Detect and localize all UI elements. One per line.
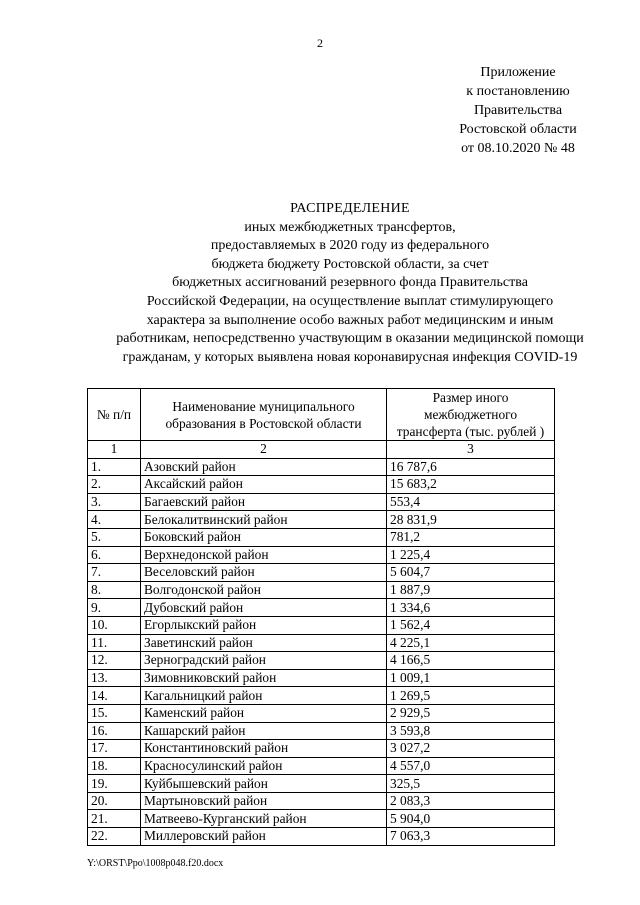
table-row (88, 687, 555, 705)
row-number: 10. (88, 616, 141, 634)
row-number: 13. (88, 669, 141, 687)
table-header-row (88, 389, 555, 441)
title-line: иных межбюджетных трансфертов, (244, 219, 456, 235)
title-line: предоставляемых в 2020 году из федерального (210, 238, 490, 254)
row-municipality: Веселовский район (141, 564, 387, 582)
row-municipality: Верхнедонской район (141, 546, 387, 564)
header-amount: Размер иного межбюджетного трансферта (тыс. рублей ) (387, 389, 555, 441)
row-number: 18. (88, 757, 141, 775)
table-row (88, 581, 555, 599)
row-amount: 28 831,9 (387, 511, 555, 529)
index-cell: 2 (141, 441, 387, 459)
appendix-line: Приложение (480, 65, 556, 80)
row-number: 4. (88, 511, 141, 529)
row-number: 11. (88, 634, 141, 652)
row-number: 8. (88, 581, 141, 599)
row-number: 16. (88, 722, 141, 740)
row-number: 21. (88, 810, 141, 828)
header-number: № п/п (88, 389, 141, 441)
table-row (88, 546, 555, 564)
row-number: 20. (88, 792, 141, 810)
row-number: 14. (88, 687, 141, 705)
title-line: бюджетных ассигнований резервного фонда Правительства (172, 275, 528, 291)
row-amount: 4 166,5 (387, 652, 555, 670)
row-amount: 781,2 (387, 528, 555, 546)
file-path-footer: Y:\ORST\Ppo\1008p048.f20.docx (87, 858, 224, 869)
row-amount: 553,4 (387, 493, 555, 511)
distribution-table (87, 388, 555, 846)
appendix-block (438, 63, 598, 158)
row-number: 15. (88, 704, 141, 722)
row-amount: 3 593,8 (387, 722, 555, 740)
title-line: характера за выполнение особо важных работ медицинским и иным (146, 312, 554, 328)
document-title (70, 200, 630, 367)
row-amount: 15 683,2 (387, 476, 555, 494)
table-row (88, 810, 555, 828)
row-amount: 4 557,0 (387, 757, 555, 775)
row-amount: 2 929,5 (387, 704, 555, 722)
row-municipality: Матвеево-Курганский район (141, 810, 387, 828)
appendix-line: к постановлению (466, 84, 570, 99)
appendix-line: от 08.10.2020 № 48 (461, 141, 575, 156)
table-row (88, 528, 555, 546)
table-row (88, 493, 555, 511)
row-municipality: Мартыновский район (141, 792, 387, 810)
title-line: гражданам, у которых выявлена новая коронавирусная инфекция COVID-19 (122, 349, 578, 365)
row-municipality: Миллеровский район (141, 828, 387, 846)
row-number: 2. (88, 476, 141, 494)
row-municipality: Багаевский район (141, 493, 387, 511)
title-main: РАСПРЕДЕЛЕНИЕ (290, 201, 410, 216)
row-number: 6. (88, 546, 141, 564)
table-row (88, 564, 555, 582)
index-cell: 1 (88, 441, 141, 459)
table-row (88, 704, 555, 722)
row-amount: 16 787,6 (387, 458, 555, 476)
table-row (88, 599, 555, 617)
table-row (88, 634, 555, 652)
row-amount: 4 225,1 (387, 634, 555, 652)
table-row (88, 757, 555, 775)
row-amount: 2 083,3 (387, 792, 555, 810)
row-number: 5. (88, 528, 141, 546)
row-municipality: Кашарский район (141, 722, 387, 740)
row-amount: 1 887,9 (387, 581, 555, 599)
row-number: 7. (88, 564, 141, 582)
table-row (88, 740, 555, 758)
table-row (88, 792, 555, 810)
table-index-row (88, 441, 555, 459)
row-municipality: Боковский район (141, 528, 387, 546)
row-municipality: Куйбышевский район (141, 775, 387, 793)
row-municipality: Константиновский район (141, 740, 387, 758)
page-number: 2 (317, 36, 323, 50)
row-municipality: Аксайский район (141, 476, 387, 494)
row-amount: 1 225,4 (387, 546, 555, 564)
row-number: 9. (88, 599, 141, 617)
title-line: работникам, непосредственно участвующим в оказании медицинской помощи (116, 331, 584, 347)
row-number: 19. (88, 775, 141, 793)
row-amount: 1 269,5 (387, 687, 555, 705)
row-municipality: Волгодонской район (141, 581, 387, 599)
row-municipality: Кагальницкий район (141, 687, 387, 705)
row-number: 17. (88, 740, 141, 758)
index-cell: 3 (387, 441, 555, 459)
title-line: Российской Федерации, на осуществление выплат стимулирующего (146, 293, 554, 309)
row-municipality: Красносулинский район (141, 757, 387, 775)
row-amount: 1 334,6 (387, 599, 555, 617)
row-municipality: Егорлыкский район (141, 616, 387, 634)
row-amount: 5 904,0 (387, 810, 555, 828)
row-municipality: Зимовниковский район (141, 669, 387, 687)
row-municipality: Азовский район (141, 458, 387, 476)
table-row (88, 669, 555, 687)
table-row (88, 775, 555, 793)
row-number: 12. (88, 652, 141, 670)
table-row (88, 511, 555, 529)
row-amount: 325,5 (387, 775, 555, 793)
table-row (88, 828, 555, 846)
row-municipality: Каменский район (141, 704, 387, 722)
header-municipality: Наименование муниципального образования в Ростовской области (141, 389, 387, 441)
table-row (88, 476, 555, 494)
row-amount: 3 027,2 (387, 740, 555, 758)
table-row (88, 458, 555, 476)
row-amount: 1 562,4 (387, 616, 555, 634)
row-number: 3. (88, 493, 141, 511)
row-number: 1. (88, 458, 141, 476)
row-municipality: Заветинский район (141, 634, 387, 652)
row-amount: 1 009,1 (387, 669, 555, 687)
table-row (88, 722, 555, 740)
appendix-line: Ростовской области (459, 122, 577, 137)
row-amount: 7 063,3 (387, 828, 555, 846)
title-line: бюджета бюджету Ростовской области, за счет (211, 256, 489, 272)
appendix-line: Правительства (473, 103, 563, 118)
row-municipality: Дубовский район (141, 599, 387, 617)
table-row (88, 652, 555, 670)
row-number: 22. (88, 828, 141, 846)
row-amount: 5 604,7 (387, 564, 555, 582)
row-municipality: Белокалитвинский район (141, 511, 387, 529)
table-row (88, 616, 555, 634)
row-municipality: Зерноградский район (141, 652, 387, 670)
